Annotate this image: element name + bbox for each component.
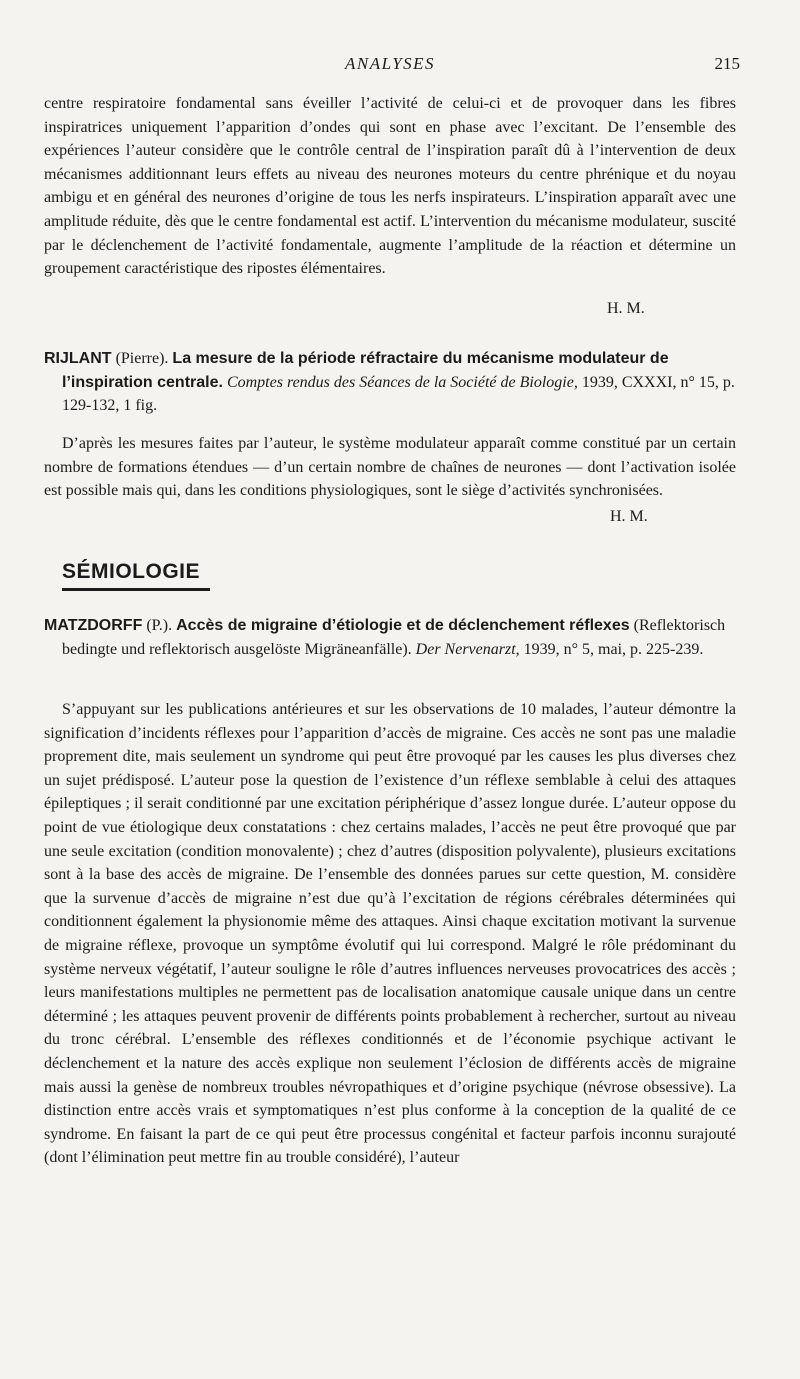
signature-hm-2: H. M. <box>610 508 648 525</box>
entry-reference: 1939, CXXXI, n° 15, p. 129-132, 1 fig. <box>62 373 735 415</box>
bibliographic-entry-rijlant <box>44 347 762 418</box>
page-number: 215 <box>714 54 740 73</box>
entry-title: Accès de migraine d’étiologie et de déclenchement réflexes <box>176 617 630 634</box>
signature-hm-1: H. M. <box>607 300 645 317</box>
running-head <box>40 54 740 78</box>
entry-author: MATZDORFF <box>44 617 143 634</box>
entry-author: RIJLANT <box>44 350 112 367</box>
bibliographic-entry-matzdorff <box>44 614 762 661</box>
entry-german-title: (Reflektorisch bedingte und reflektorisch ausgelöste Migräneanfälle). <box>62 617 726 658</box>
entry-title: La mesure de la période réfractaire du mécanisme modulateur de l’inspiration centrale. <box>62 350 669 391</box>
entry-author-initial: (P.). <box>142 617 177 634</box>
running-head-title: ANALYSES <box>344 54 436 73</box>
entry-author-first-name: (Pierre). <box>111 350 173 367</box>
abstract-paragraph-rijlant: D’après les mesures faites par l’auteur, le système modulateur apparaît comme constitué par un certain nombre de formations étendues — d’un certain nombre de chaînes de neurones — dont l’activation isolée est possible mais qui, dans les conditions physiologiques, sont le siège d’activités synchronisées. <box>44 435 736 500</box>
entry-journal: Comptes rendus des Séances de la Société de Biologie, <box>226 373 578 391</box>
entry-reference: 1939, n° 5, mai, p. 225-239. <box>519 640 704 658</box>
section-heading: SÉMIOLOGIE <box>62 560 201 583</box>
abstract-paragraph-matzdorff: S’appuyant sur les publications antérieures et sur les observations de 10 malades, l’auteur démontre la signification d’incidents réflexes pour l’apparition d’accès de migraine. Ces accès ne sont pas une maladie proprement dite, mais seulement un syndrome qui peut être provoqué par les causes les plus diverses chez un sujet prédisposé. L’auteur pose la question de l’existence d’un réflexe semblable à celui des attaques épileptiques ; il serait conditionné par une excitation périphérique d’assez longue durée. L’auteur oppose du point de vue étiologique deux constatations : chez certains malades, l’accès ne peut être provoqué que par une seule excitation (condition monovalente) ; chez d’autres (disposition polyvalente), plusieurs excitations sont à la base des accès de migraine. De l’ensemble des données parues sur cette question, M. considère que la survenue d’accès de migraine n’est due qu’à l’excitation de régions cérébrales déterminées qui conditionnent également la physionomie même des attaques. Ainsi chaque excitation motivant la survenue de migraine réflexe, provoque un symptôme évolutif qui lui correspond. Malgré le rôle prédominant du système nerveux végétatif, l’auteur souligne le rôle d’autres influences nerveuses provocatrices des accès ; leurs manifestations multiples ne permettent pas de localisation anatomique causale unique dans un centre déterminé ; les attaques peuvent provenir de différents points probablement à rechercher, surtout au niveau du tronc cérébral. L’ensemble des réflexes conditionnés et de l’économie psychique activant le déclenchement et la nature des accès explique non seulement l’éclosion de différents accès de migraine mais aussi la genèse de nombreux troubles névropathiques et d’origine psychique (névrose obsessive). La distinction entre accès vrais et symptomatiques n’est plus conforme à la conception de la qualité de ce syndrome. En faisant la part de ce qui peut être processus congénital et facteur parfois inconnu surajouté (dont l’élimination peut mettre fin au trouble considéré), l’auteur <box>44 701 736 1167</box>
entry-journal: Der Nervenarzt, <box>415 640 520 658</box>
section-heading-rule <box>62 588 210 591</box>
continued-paragraph: centre respiratoire fondamental sans éveiller l’activité de celui-ci et de provoquer dans les fibres inspiratrices uniquement l’apparition d’ondes qui sont en phase avec l’excitant. De l’ensemble des expériences l’auteur considère que le contrôle central de l’inspiration paraît dû à l’intervention de deux mécanismes additionnant leurs effets au niveau des neurones moteurs du centre phrénique et du noyau ambigu et en général des neurones d’origine de tous les nerfs inspirateurs. L’inspiration apparaît avec une amplitude réduite, dès que le centre fondamental est actif. L’intervention du mécanisme modulateur, suscité par le déclenchement de l’activité fondamentale, augmente l’amplitude de la réaction et détermine un groupement caractéristique des ripostes élémentaires. <box>44 95 736 278</box>
